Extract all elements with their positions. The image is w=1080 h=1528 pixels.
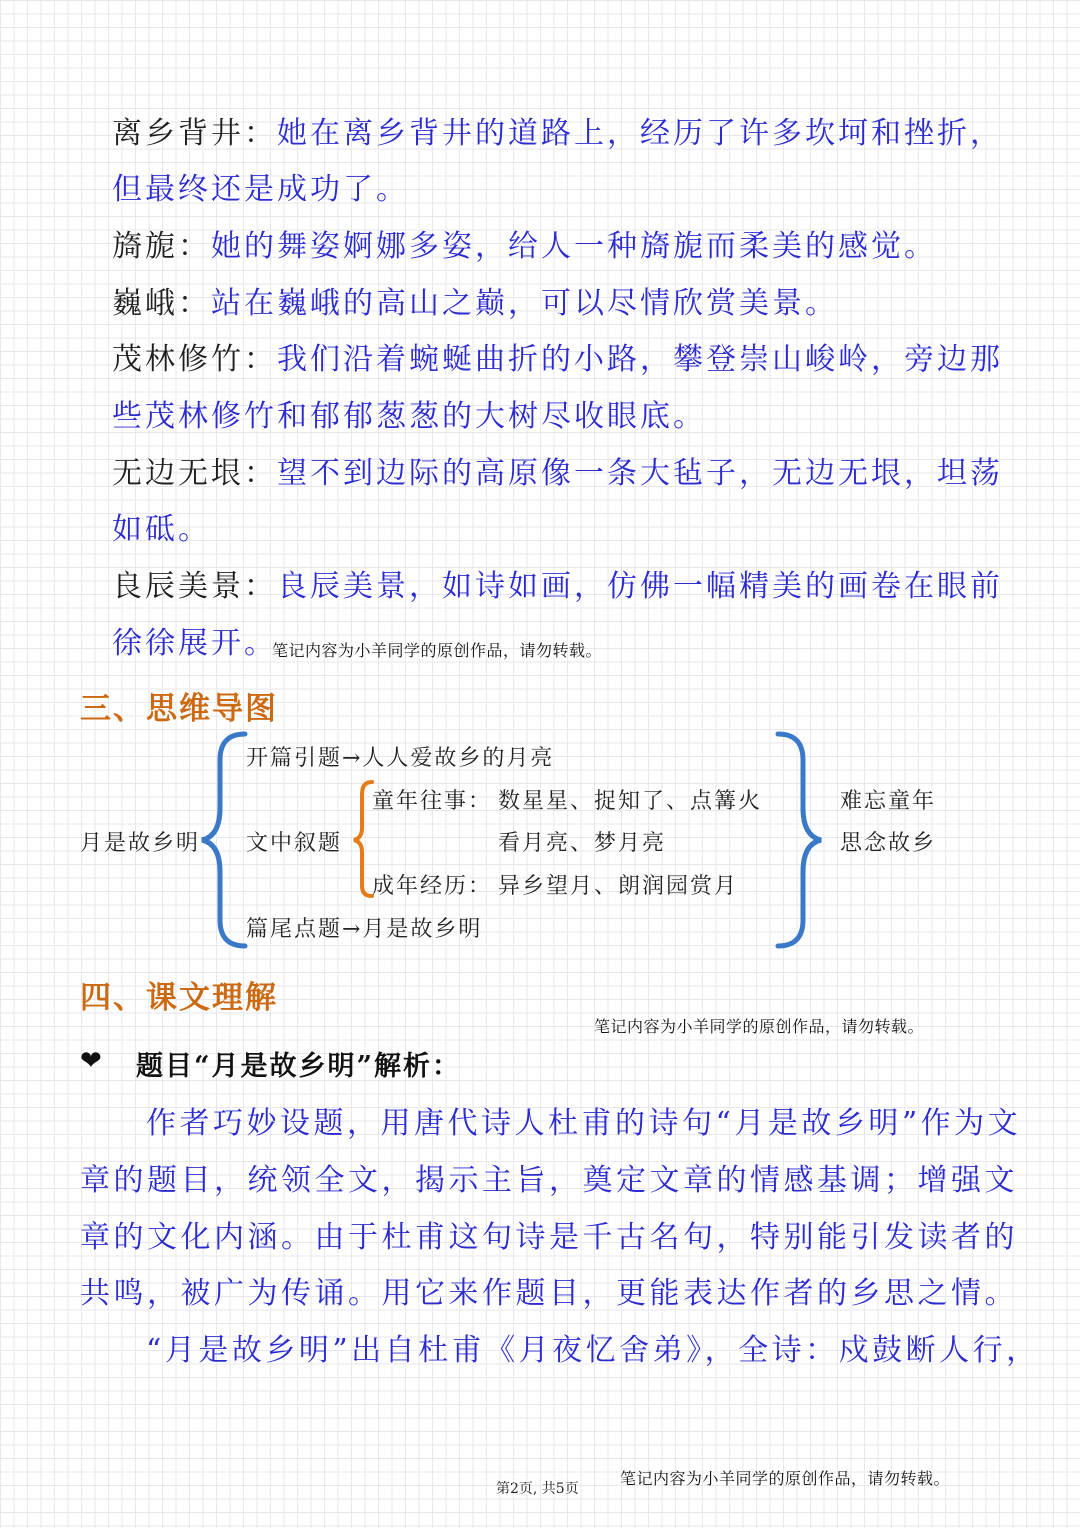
mindmap-ending: 篇尾点题→月是故乡明 xyxy=(246,917,483,942)
inner-brace xyxy=(354,782,372,896)
vocab-term: 茂林修竹： xyxy=(112,342,277,377)
mindmap-result-1: 难忘童年 xyxy=(840,789,937,814)
vocab-definition: 站在巍峨的高山之巅，可以尽情欣赏美景。 xyxy=(211,286,838,321)
vocab-term: 离乡背井： xyxy=(112,116,277,151)
mindmap-childhood-label: 童年往事： xyxy=(372,789,493,814)
mindmap-root: 月是故乡明 xyxy=(80,831,201,856)
paragraph-line: 章的题目，统领全文，揭示主旨，奠定文章的情感基调；增强文 xyxy=(80,1163,1018,1198)
paragraph-line: 共鸣，被广为传诵。用它来作题目，更能表达作者的乡思之情。 xyxy=(80,1276,1018,1311)
left-brace xyxy=(202,734,245,946)
paragraph-line: “月是故乡明”出自杜甫《月夜忆舍弟》，全诗：戍鼓断人行， xyxy=(146,1333,1040,1368)
watermark-note: 笔记内容为小羊同学的原创作品，请勿转载。 xyxy=(272,641,603,660)
mindmap-adult-items: 异乡望月、朗润园赏月 xyxy=(498,874,739,899)
page-number: 第2页, 共5页 xyxy=(496,1481,579,1497)
vocab-term: 无边无垠： xyxy=(112,456,277,491)
mindmap-childhood-items-2: 看月亮、梦月亮 xyxy=(498,831,667,856)
vocab-definition-cont: 些茂林修竹和郁郁葱葱的大树尽收眼底。 xyxy=(112,399,706,434)
section-heading-understanding: 四、课文理解 xyxy=(80,980,278,1016)
subheading: 题目“月是故乡明”解析： xyxy=(136,1051,462,1082)
mindmap-adult-label: 成年经历： xyxy=(372,874,493,899)
mindmap-result-2: 思念故乡 xyxy=(840,831,937,856)
watermark-note: 笔记内容为小羊同学的原创作品，请勿转载。 xyxy=(620,1469,951,1488)
mindmap-childhood-items: 数星星、捉知了、点篝火 xyxy=(498,789,763,814)
vocab-definition-cont: 但最终还是成功了。 xyxy=(112,172,409,207)
vocab-definition-cont: 如砥。 xyxy=(112,512,211,547)
heart-bullet-icon: ❤ xyxy=(80,1046,102,1076)
vocab-term: 旖旎： xyxy=(112,229,211,264)
vocab-definition: 良辰美景，如诗如画，仿佛一幅精美的画卷在眼前 xyxy=(277,569,1003,604)
right-brace xyxy=(778,734,821,946)
vocab-definition-cont: 徐徐展开。 xyxy=(112,626,277,661)
watermark-note: 笔记内容为小羊同学的原创作品，请勿转载。 xyxy=(594,1017,925,1036)
vocab-definition: 望不到边际的高原像一条大毡子，无边无垠，坦荡 xyxy=(277,456,1003,491)
paragraph-line: 章的文化内涵。由于杜甫这句诗是千古名句，特别能引发读者的 xyxy=(80,1220,1018,1255)
paragraph-line: 作者巧妙设题，用唐代诗人杜甫的诗句“月是故乡明”作为文 xyxy=(146,1106,1022,1141)
mindmap-intro: 开篇引题→人人爱故乡的月亮 xyxy=(246,746,555,771)
vocab-definition: 她的舞姿婀娜多姿，给人一种旖旎而柔美的感觉。 xyxy=(211,229,937,264)
mindmap-middle: 文中叙题 xyxy=(246,831,343,856)
vocab-definition: 我们沿着蜿蜒曲折的小路，攀登崇山峻岭，旁边那 xyxy=(277,342,1003,377)
section-heading-mindmap: 三、思维导图 xyxy=(80,691,278,727)
vocab-term: 良辰美景： xyxy=(112,569,277,604)
vocab-definition: 她在离乡背井的道路上，经历了许多坎坷和挫折， xyxy=(277,116,1003,151)
vocab-term: 巍峨： xyxy=(112,286,211,321)
